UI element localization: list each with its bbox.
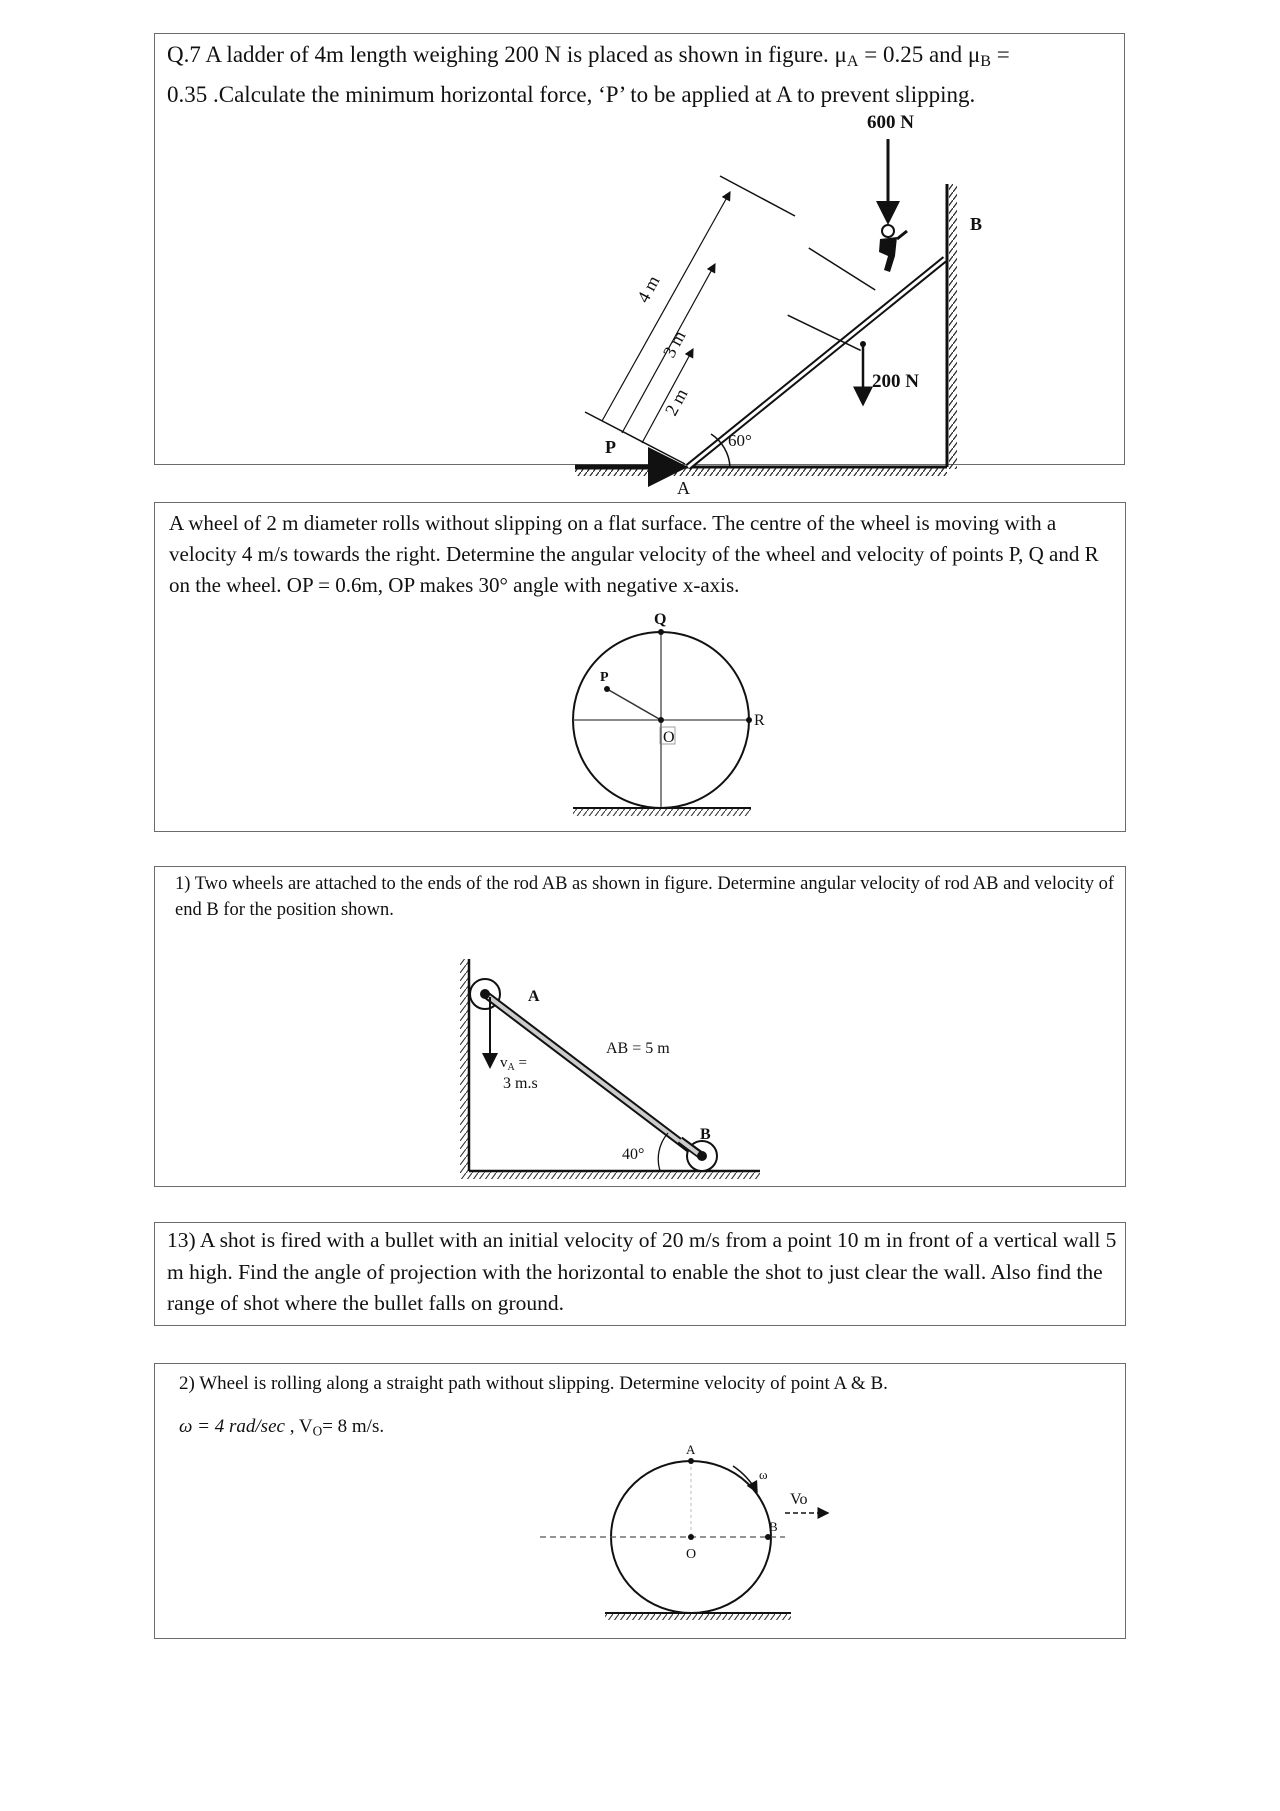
point-a-label: A (686, 1442, 696, 1457)
point-b-label: B (970, 214, 983, 234)
problem-projectile-box (154, 1222, 1126, 1326)
point-p-label: P (600, 670, 609, 685)
rod-length-label: AB = 5 m (606, 1040, 670, 1057)
force-p-label: P (605, 437, 616, 457)
problem-rod-ab-box (154, 866, 1126, 1187)
point-b-label: B (769, 1519, 778, 1534)
point-o-label: O (686, 1547, 697, 1562)
problem-ladder-box (154, 33, 1125, 498)
load-600-label: 600 N (867, 112, 914, 133)
point-q-label: Q (654, 611, 667, 628)
dim-2m-label: 2 m (660, 385, 692, 419)
va-value: 3 m.s (503, 1075, 538, 1092)
problem-rod-ab-text: 1) Two wheels are attached to the ends of the rod AB as shown in figure. Determine angular velocity of rod AB and velocity of end B for the position shown. (175, 874, 1115, 920)
ladder-figure (545, 104, 985, 498)
problem-wheel-ab-text: 2) Wheel is rolling along a straight path without slipping. Determine velocity of point A & B. (179, 1373, 888, 1394)
rod-angle-label: 40° (622, 1146, 645, 1163)
rod-ab-figure (460, 957, 770, 1182)
point-o-label: O (663, 729, 675, 746)
problem-projectile-text: 13) A shot is fired with a bullet with an initial velocity of 20 m/s from a point 10 m in front of a vertical wall 5 m high. Find the angle of projection with the horizontal to enable the shot to just clear the wall. Also find the range of shot where the bullet falls on ground. (167, 1228, 1117, 1315)
point-a-label: A (528, 988, 540, 1005)
weight-200-label: 200 N (872, 371, 919, 392)
point-r-label: R (754, 712, 765, 729)
point-b-label: B (700, 1126, 711, 1143)
problem-wheel-pqr-text: A wheel of 2 m diameter rolls without slipping on a flat surface. The centre of the wheel is moving with a velocity 4 m/s towards the right. Determine the angular velocity of the wheel and velocity of points P, Q and R on the wheel. OP = 0.6m, OP makes 30° angle with negative x-axis. (169, 511, 1099, 597)
omega-label: ω (759, 1467, 768, 1482)
ladder-angle-label: 60° (728, 431, 752, 450)
point-a-label: A (677, 478, 690, 498)
va-label: $v_A$ = (500, 1055, 527, 1073)
vo-label: Vo (790, 1491, 808, 1508)
problem-wheel-ab-given: ω = 4 rad/sec , $V_O= 8$ m/s. (179, 1416, 385, 1439)
dim-3m-label: 3 m (658, 327, 690, 361)
wheel-ab-figure (535, 1442, 835, 1634)
problem-wheel-ab-box (154, 1363, 1126, 1639)
problem-ladder-text: Q.7 A ladder of 4m length weighing 200 N is placed as shown in figure. $\mu_A = 0.25$ and $\mu_B$ = 0.35 .Calculate the minimum horizontal force, ‘P’ to be applied at A to prevent slipping. (167, 42, 1010, 108)
dim-4m-label: 4 m (632, 272, 664, 306)
wheel-pqr-figure (515, 603, 775, 828)
problem-wheel-pqr-box (154, 502, 1126, 832)
